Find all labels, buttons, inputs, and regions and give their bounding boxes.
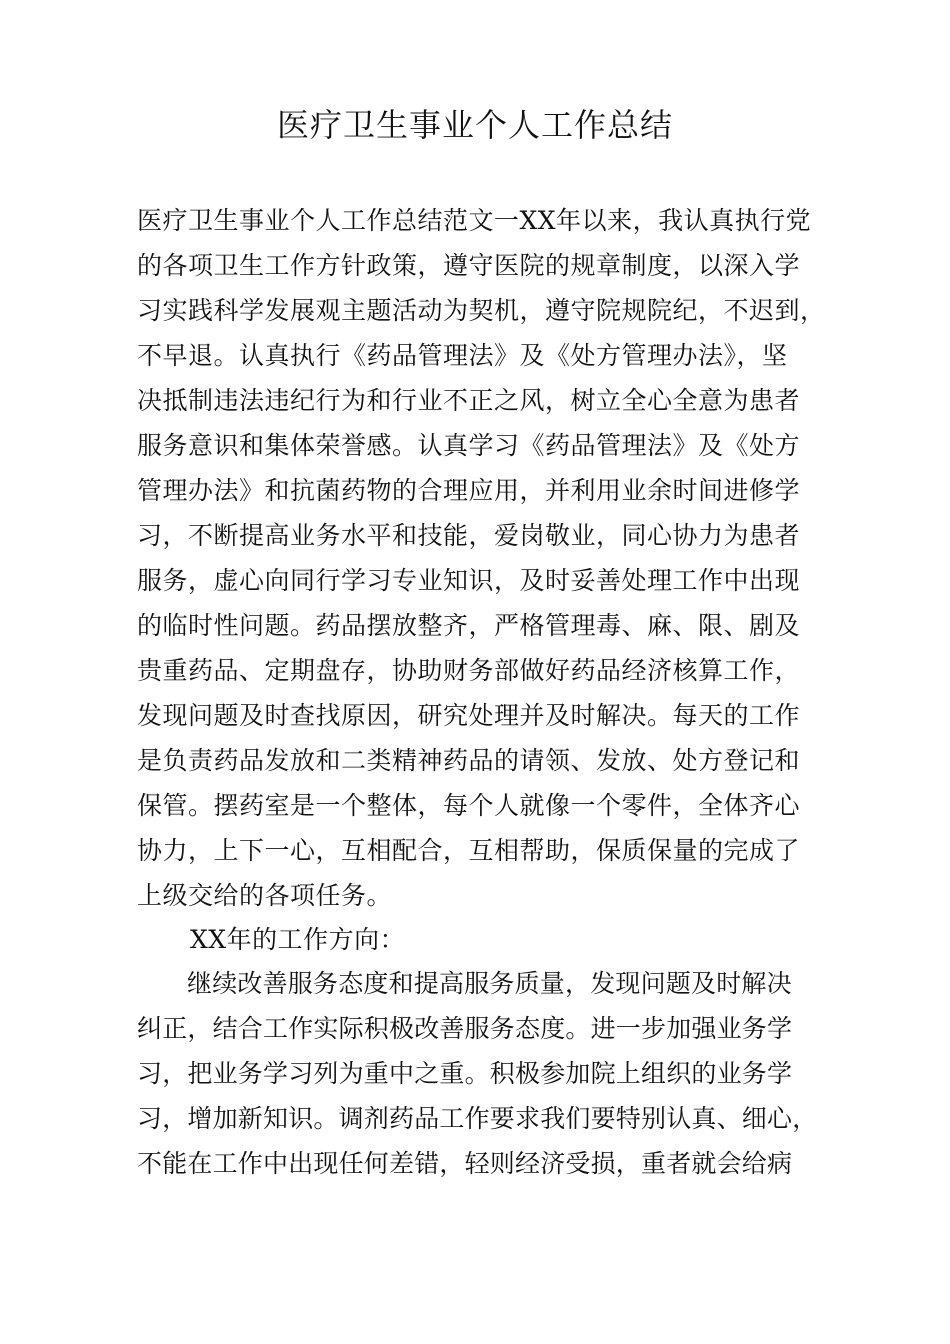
body-line: 服务，虚心向同行学习专业知识，及时妥善处理工作中出现 — [137, 566, 801, 595]
body-line: 习，把业务学习列为重中之重。积极参加院上组织的业务学 — [137, 1059, 793, 1088]
body-line: 习实践科学发展观主题活动为契机，遵守院规院纪，不迟到， — [137, 296, 826, 325]
body-line: 上级交给的各项任务。 — [137, 881, 393, 910]
body-line: 服务意识和集体荣誉感。认真学习《药品管理法》及《处方 — [137, 431, 801, 460]
body-line: 贵重药品、定期盘存，协助财务部做好药品经济核算工作， — [137, 656, 801, 685]
body-line: 习，增加新知识。调剂药品工作要求我们要特别认真、细心， — [137, 1104, 818, 1133]
body-line: 管理办法》和抗菌药物的合理应用，并利用业余时间进修学 — [137, 476, 801, 505]
section-heading: XX年的工作方向： — [190, 925, 406, 954]
body-line: 发现问题及时查找原因，研究处理并及时解决。每天的工作 — [137, 701, 801, 730]
body-line: 协力，上下一心，互相配合，互相帮助，保质保量的完成了 — [137, 836, 801, 865]
body-line: 决抵制违法违纪行为和行业不正之风，树立全心全意为患者 — [137, 386, 801, 415]
body-line: 纠正，结合工作实际积极改善服务态度。进一步加强业务学 — [137, 1014, 793, 1043]
body-line: 继续改善服务态度和提高服务质量，发现问题及时解决 — [187, 969, 792, 998]
body-line: 是负责药品发放和二类精神药品的请领、发放、处方登记和 — [137, 746, 801, 775]
body-line: 保管。摆药室是一个整体，每个人就像一个零件，全体齐心 — [137, 791, 801, 820]
body-line: 习，不断提高业务水平和技能，爱岗敬业，同心协力为患者 — [137, 521, 801, 550]
body-line: 的临时性问题。药品摆放整齐，严格管理毒、麻、限、剧及 — [137, 611, 801, 640]
body-line: 医疗卫生事业个人工作总结范文一XX年以来，我认真执行党 — [137, 206, 812, 235]
body-line: 的各项卫生工作方针政策，遵守医院的规章制度，以深入学 — [137, 251, 801, 280]
body-line: 不早退。认真执行《药品管理法》及《处方管理办法》，坚 — [137, 341, 788, 370]
document-title: 医疗卫生事业个人工作总结 — [276, 106, 673, 144]
body-line: 不能在工作中出现任何差错，轻则经济受损，重者就会给病 — [137, 1149, 793, 1178]
